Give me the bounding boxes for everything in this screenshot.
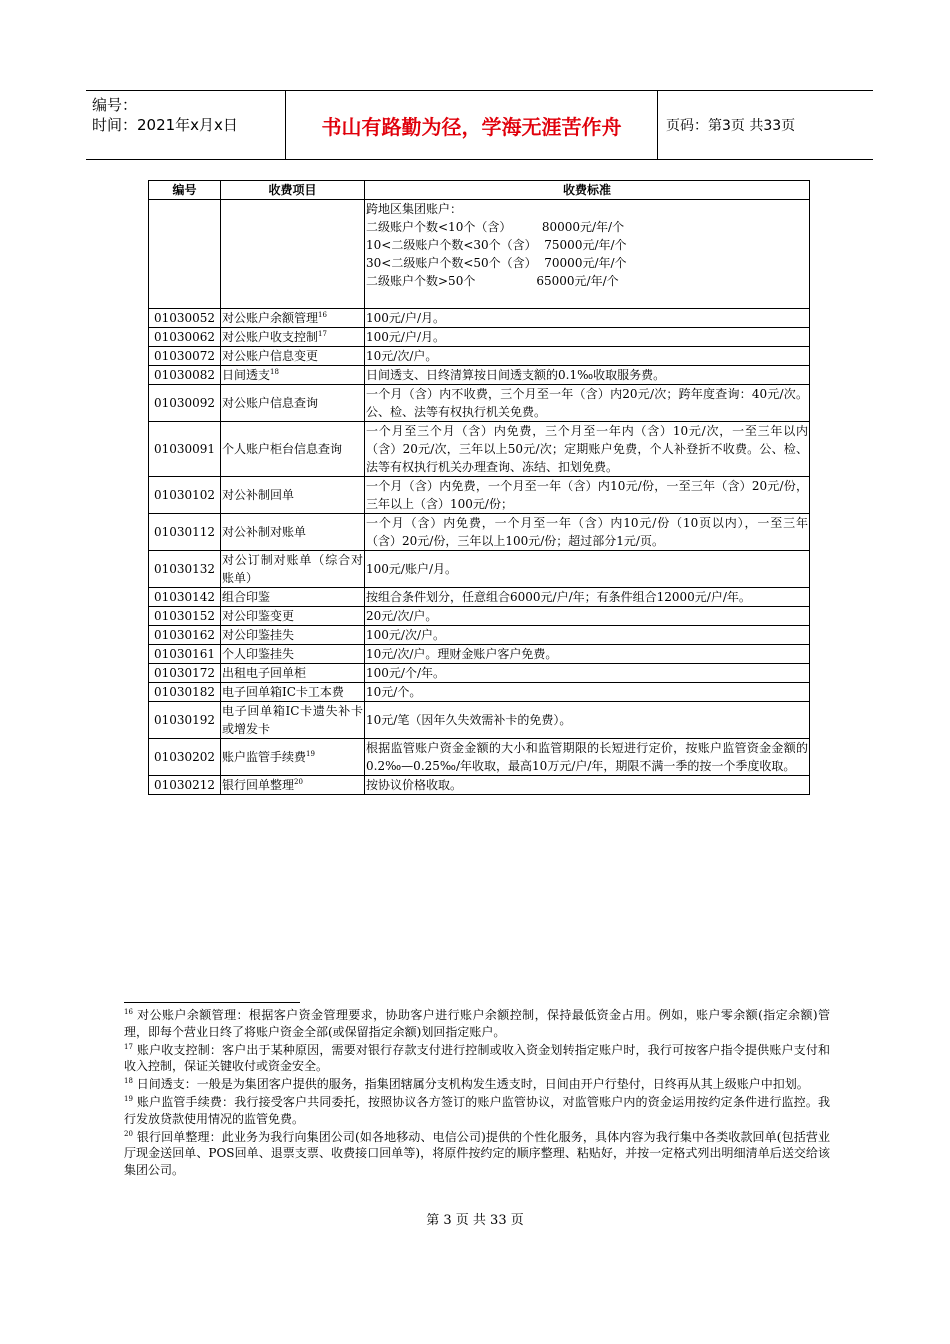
header-meta (92, 95, 282, 135)
cell-item-label: 组合印鉴 (222, 590, 271, 604)
cell-item-label: 个人印鉴挂失 (222, 647, 295, 661)
footnote-number: 20 (124, 1129, 133, 1138)
cell-standard: 一个月（含）内免费，一个月至一年（含）内10元/份，一至三年（含）20元/份，三年以上（含）100元/份； (365, 477, 810, 514)
table-row (149, 664, 810, 683)
cell-item-label: 对公账户余额管理 (222, 311, 319, 325)
table-row (149, 776, 810, 795)
continuation-line: 二级账户个数<10个（含） 80000元/年/个 (366, 220, 625, 234)
footnote-number: 19 (124, 1095, 133, 1103)
cell-code: 01030132 (149, 551, 221, 588)
cell-code: 01030082 (149, 366, 221, 385)
cell-code: 01030172 (149, 664, 221, 683)
table-row (149, 385, 810, 422)
footnote-text: 账户监管手续费：我行接受客户共同委托，按照协议各方签订的账户监管协议，对监管账户内的资金运用按约定条件进行监控。我行发放贷款使用情况的监管免费。 (124, 1095, 830, 1126)
column-header-code: 编号 (149, 181, 221, 200)
cell-item (221, 551, 365, 588)
table-row-continuation (149, 200, 810, 309)
table-row (149, 645, 810, 664)
cell-item (221, 422, 365, 477)
cell-item (221, 385, 365, 422)
cell-standard: 一个月（含）内免费，一个月至一年（含）内10元/份（10页以内），一至三年（含）20元/份，三年以上100元/份；超过部分1元/页。 (365, 514, 810, 551)
cell-item (221, 366, 365, 385)
cell-item (221, 776, 365, 795)
footnote-ref: 19 (306, 750, 315, 758)
footnote-number: 18 (124, 1077, 133, 1085)
cell-item (221, 739, 365, 776)
header-divider (657, 91, 658, 159)
cell-code: 01030052 (149, 309, 221, 328)
column-header-item: 收费项目 (221, 181, 365, 200)
cell-item (221, 683, 365, 702)
table-row (149, 551, 810, 588)
cell-code: 01030152 (149, 607, 221, 626)
table-row (149, 422, 810, 477)
header-page-info: 页码：第3页 共33页 (666, 118, 796, 134)
cell-item-label: 对公订制对账单（综合对账单） (222, 553, 363, 585)
table-row (149, 477, 810, 514)
cell-standard: 按组合条件划分，任意组合6000元/户/年；有条件组合12000元/户/年。 (365, 588, 810, 607)
table-row (149, 366, 810, 385)
cell-item (221, 702, 365, 739)
cell-item (221, 626, 365, 645)
table-row (149, 588, 810, 607)
cell-standard: 根据监管账户资金金额的大小和监管期限的长短进行定价，按账户监管资金金额的0.2‰—0.25‰/年收取，最高10万元/户/年，期限不满一季的按一个季度收取。 (365, 739, 810, 776)
cell-standard: 100元/个/年。 (365, 664, 810, 683)
continuation-line: 10<二级账户个数<30个（含） 75000元/年/个 (366, 238, 627, 252)
cell-standard: 一个月（含）内不收费，三个月至一年（含）内20元/次；跨年度查询：40元/次。公、检、法等有权执行机关免费。 (365, 385, 810, 422)
footnote (124, 1042, 830, 1075)
cell-item-label: 对公补制对账单 (222, 525, 307, 539)
footnote (124, 1094, 830, 1127)
cell-item (221, 328, 365, 347)
footnote (124, 1007, 830, 1040)
cell-standard (365, 200, 810, 309)
footnote (124, 1129, 830, 1179)
footnote-ref: 17 (318, 330, 327, 338)
cell-standard: 100元/账户/月。 (365, 551, 810, 588)
footnote-text: 日间透支：一般是为集团客户提供的服务，指集团辖属分支机构发生透支时，日间由开户行垫付，日终再从其上级账户中扣划。 (136, 1077, 809, 1091)
cell-standard: 100元/户/月。 (365, 328, 810, 347)
cell-standard: 10元/笔（因年久失效需补卡的免费）。 (365, 702, 810, 739)
footnote (124, 1076, 830, 1093)
footnote-number: 16 (124, 1008, 133, 1016)
table-row (149, 607, 810, 626)
cell-code: 01030142 (149, 588, 221, 607)
cell-item-label: 对公账户收支控制 (222, 330, 319, 344)
continuation-line: 二级账户个数>50个 65000元/年/个 (366, 274, 619, 288)
cell-item (221, 664, 365, 683)
cell-code: 01030062 (149, 328, 221, 347)
cell-item-label: 银行回单整理 (222, 778, 295, 792)
cell-code: 01030072 (149, 347, 221, 366)
fee-table (148, 180, 810, 795)
cell-item (221, 477, 365, 514)
cell-item (221, 588, 365, 607)
cell-code: 01030192 (149, 702, 221, 739)
footnote-ref: 20 (294, 778, 303, 786)
column-header-standard: 收费标准 (365, 181, 810, 200)
cell-item (221, 347, 365, 366)
cell-item-label: 日间透支 (222, 368, 271, 382)
cell-standard: 日间透支、日终清算按日间透支额的0.1‰收取服务费。 (365, 366, 810, 385)
continuation-line: 30<二级账户个数<50个（含） 70000元/年/个 (366, 256, 627, 270)
cell-code: 01030202 (149, 739, 221, 776)
cell-code: 01030182 (149, 683, 221, 702)
cell-standard: 按协议价格收取。 (365, 776, 810, 795)
cell-item-label: 出租电子回单柜 (222, 666, 307, 680)
table-header-row (149, 181, 810, 200)
page-header (86, 90, 873, 160)
cell-code: 01030112 (149, 514, 221, 551)
cell-code: 01030102 (149, 477, 221, 514)
header-motto: 书山有路勤为径，学海无涯苦作舟 (321, 114, 622, 139)
cell-standard: 10元/次/户。理财金账户客户免费。 (365, 645, 810, 664)
cell-item (221, 607, 365, 626)
table-row (149, 626, 810, 645)
table-row (149, 328, 810, 347)
cell-item-label: 对公补制回单 (222, 488, 295, 502)
cell-code: 01030162 (149, 626, 221, 645)
cell-item-label: 电子回单箱IC卡遗失补卡或增发卡 (222, 704, 363, 736)
footnote-text: 对公账户余额管理：根据客户资金管理要求，协助客户进行账户余额控制，保持最低资金占用。例如，账户零余额(指定余额)管理，即每个营业日终了将账户资金全部(或保留指定余额)划回指定账户。 (124, 1008, 830, 1039)
cell-code: 01030161 (149, 645, 221, 664)
footnotes (124, 1007, 830, 1180)
table-row (149, 514, 810, 551)
footnote-ref: 16 (318, 311, 327, 319)
footnote-separator (124, 1002, 300, 1003)
cell-code: 01030092 (149, 385, 221, 422)
table-row (149, 683, 810, 702)
table-row (149, 702, 810, 739)
cell-standard: 20元/次/户。 (365, 607, 810, 626)
cell-item (221, 200, 365, 309)
cell-standard: 100元/次/户。 (365, 626, 810, 645)
cell-item-label: 对公印鉴变更 (222, 609, 295, 623)
cell-standard: 100元/户/月。 (365, 309, 810, 328)
cell-item-label: 电子回单箱IC卡工本费 (222, 685, 344, 699)
footnote-number: 17 (124, 1042, 133, 1051)
footnote-text: 账户收支控制：客户出于某种原因，需要对银行存款支付进行控制或收入资金划转指定账户时，我行可按客户指令提供账户支付和收入控制，保证关键收付或资金安全。 (124, 1042, 830, 1073)
cell-standard: 10元/个。 (365, 683, 810, 702)
continuation-line: 跨地区集团账户： (366, 202, 463, 216)
table-row (149, 739, 810, 776)
cell-item (221, 309, 365, 328)
footnote-ref: 18 (270, 368, 279, 376)
cell-code: 01030212 (149, 776, 221, 795)
cell-code (149, 200, 221, 309)
cell-item-label: 个人账户柜台信息查询 (222, 442, 343, 456)
cell-code: 01030091 (149, 422, 221, 477)
footnote-text: 银行回单整理：此业务为我行向集团公司(如各地移动、电信公司)提供的个性化服务，具体内容为我行集中各类收款回单(包括营业厅现金送回单、POS回单、退票支票、收费接口回单等)，将原件按约定的顺序整理、粘贴好，并按一定格式列出明细清单后送交给该集团公司。 (124, 1129, 830, 1177)
header-time-label: 时间：2021年x月x日 (92, 116, 238, 134)
cell-item-label: 对公账户信息变更 (222, 349, 319, 363)
header-number-label: 编号： (92, 96, 138, 114)
cell-item-label: 对公印鉴挂失 (222, 628, 295, 642)
cell-item-label: 对公账户信息查询 (222, 396, 319, 410)
page-footer: 第 3 页 共 33 页 (426, 1213, 524, 1228)
table-row (149, 347, 810, 366)
table-row (149, 309, 810, 328)
cell-standard: 10元/次/户。 (365, 347, 810, 366)
cell-item (221, 514, 365, 551)
cell-standard: 一个月至三个月（含）内免费，三个月至一年内（含）10元/次，一至三年以内（含）20元/次，三年以上50元/次；定期账户免费，个人补登折不收费。公、检、法等有权执行机关办理查询、冻结、扣划免费。 (365, 422, 810, 477)
cell-item (221, 645, 365, 664)
cell-item-label: 账户监管手续费 (222, 750, 307, 764)
